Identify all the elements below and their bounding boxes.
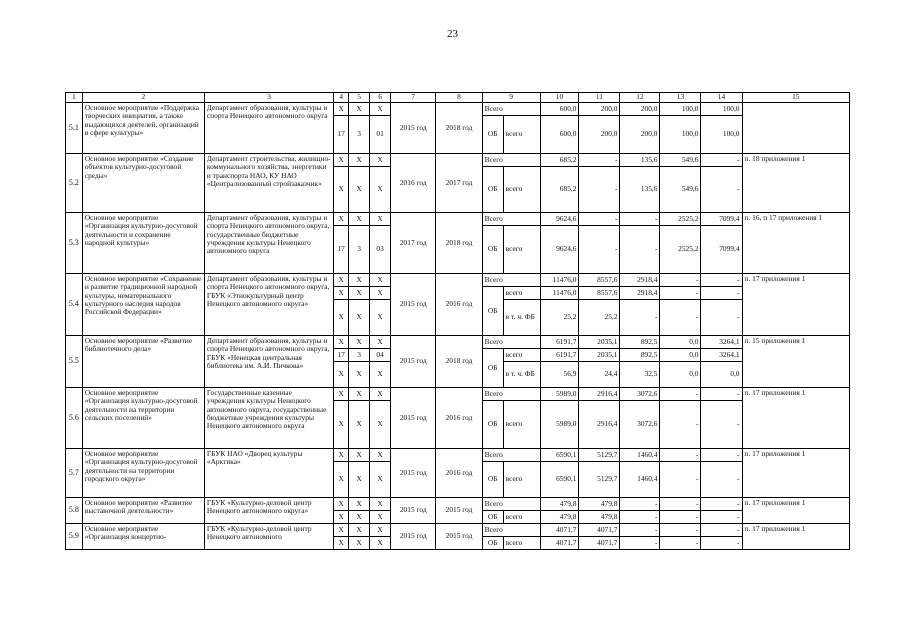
activity-executor: ГБУК НАО «Дворец культуры «Арктика» [204, 449, 333, 498]
code-col6: X [370, 213, 391, 226]
activity-number: 5.5 [66, 336, 83, 388]
amount-v11: - [579, 154, 620, 167]
amount-v12: - [620, 226, 660, 274]
table-row [66, 449, 850, 462]
funding-source: Всего [482, 274, 540, 287]
amount-v12: 2918,4 [620, 274, 660, 287]
end-year: 2018 год [436, 103, 482, 154]
amount-v11: 25,2 [579, 300, 620, 336]
code-col6: X [370, 154, 391, 167]
amount-v14: - [701, 388, 742, 401]
code-col6: X [370, 498, 391, 511]
activity-number: 5.2 [66, 154, 83, 213]
start-year: 2017 год [391, 213, 436, 274]
header-row [66, 93, 850, 103]
table-row [66, 388, 850, 401]
code-col4: X [334, 362, 349, 388]
code-col5: X [349, 154, 370, 167]
amount-v14: - [701, 511, 742, 524]
reference-note: п. 17 приложения 1 [742, 498, 849, 524]
column-header: 1 [66, 93, 83, 103]
amount-v12: 892,5 [620, 336, 660, 349]
start-year: 2015 год [391, 388, 436, 449]
code-col4: X [334, 537, 349, 550]
amount-v13: 549,6 [660, 154, 701, 167]
amount-v14: - [701, 274, 742, 287]
amount-v12: 135,6 [620, 154, 660, 167]
funding-source: ОБ [482, 511, 503, 524]
table-row [66, 274, 850, 287]
activity-number: 5.6 [66, 388, 83, 449]
table-row [66, 103, 850, 116]
code-col6: X [370, 511, 391, 524]
amount-v13: - [660, 537, 701, 550]
code-col5: X [349, 300, 370, 336]
activity-name: Основное мероприятие «Поддержка творческих инициатив, а также выдающихся деятелей, организаций в сфере культуры» [82, 103, 204, 154]
column-header: 11 [579, 93, 620, 103]
amount-v12: 2918,4 [620, 287, 660, 300]
code-col6: X [370, 336, 391, 349]
code-col4: X [334, 401, 349, 449]
amount-v13: - [660, 274, 701, 287]
reference-note: п. 16, п 17 приложения 1 [742, 213, 849, 274]
amount-v12: - [620, 537, 660, 550]
funding-subtype: всего [503, 287, 540, 300]
code-col5: X [349, 462, 370, 498]
code-col6: X [370, 103, 391, 116]
amount-v10: 6191,7 [540, 349, 579, 362]
code-col5: X [349, 213, 370, 226]
amount-v13: 100,0 [660, 103, 701, 116]
start-year: 2015 год [391, 498, 436, 524]
start-year: 2015 год [391, 274, 436, 336]
end-year: 2015 год [436, 498, 482, 524]
amount-v12: - [620, 300, 660, 336]
amount-v11: 2916,4 [579, 388, 620, 401]
code-col5: X [349, 287, 370, 300]
code-col5: X [349, 524, 370, 537]
code-col4: X [334, 274, 349, 287]
program-activities-table [65, 92, 850, 550]
reference-note: п. 17 приложения 1 [742, 388, 849, 449]
activity-name: Основное мероприятие «Организация культурно-досуговой деятельности на территории городского округа» [82, 449, 204, 498]
amount-v13: - [660, 511, 701, 524]
funding-subtype: всего [503, 226, 540, 274]
code-col5: X [349, 274, 370, 287]
amount-v10: 6191,7 [540, 336, 579, 349]
column-header: 9 [482, 93, 540, 103]
end-year: 2016 год [436, 388, 482, 449]
code-col5: X [349, 362, 370, 388]
funding-source: ОБ [482, 226, 503, 274]
code-col5: 3 [349, 226, 370, 274]
amount-v12: - [620, 498, 660, 511]
reference-note: п. 15 приложения 1 [742, 336, 849, 388]
code-col4: X [334, 300, 349, 336]
table-row [66, 336, 850, 349]
start-year: 2015 год [391, 103, 436, 154]
amount-v10: 685,2 [540, 154, 579, 167]
column-header: 2 [82, 93, 204, 103]
code-col6: X [370, 462, 391, 498]
amount-v11: 4071,7 [579, 537, 620, 550]
table-body [66, 93, 850, 550]
column-header: 13 [660, 93, 701, 103]
amount-v11: - [579, 213, 620, 226]
amount-v12: 3072,6 [620, 388, 660, 401]
code-col4: X [334, 449, 349, 462]
amount-v10: 4071,7 [540, 537, 579, 550]
code-col4: 17 [334, 226, 349, 274]
amount-v11: 2916,4 [579, 401, 620, 449]
code-col6: X [370, 287, 391, 300]
activity-executor: Департамент образования, культуры и спорта Ненецкого автономного округа, ГБУК «Этнокультурный центр Ненецкого автономного округа» [204, 274, 333, 336]
reference-note: п. 17 приложения 1 [742, 449, 849, 498]
amount-v12: 892,5 [620, 349, 660, 362]
amount-v12: 1460,4 [620, 449, 660, 462]
amount-v14: 7099,4 [701, 226, 742, 274]
code-col4: X [334, 103, 349, 116]
amount-v13: 0,0 [660, 362, 701, 388]
amount-v10: 11476,0 [540, 287, 579, 300]
amount-v11: 479,8 [579, 498, 620, 511]
amount-v11: 4071,7 [579, 524, 620, 537]
funding-source: ОБ [482, 349, 503, 388]
amount-v10: 600,0 [540, 103, 579, 116]
amount-v13: 0,0 [660, 336, 701, 349]
amount-v13: 0,0 [660, 349, 701, 362]
amount-v11: 5129,7 [579, 462, 620, 498]
funding-source: ОБ [482, 116, 503, 154]
code-col5: X [349, 167, 370, 213]
column-header: 15 [742, 93, 849, 103]
amount-v10: 9624,6 [540, 213, 579, 226]
funding-source: Всего [482, 103, 540, 116]
amount-v13: - [660, 524, 701, 537]
column-header: 5 [349, 93, 370, 103]
amount-v10: 479,8 [540, 498, 579, 511]
code-col6: 03 [370, 226, 391, 274]
column-header: 8 [436, 93, 482, 103]
amount-v13: 549,6 [660, 167, 701, 213]
reference-note: п. 17 приложения 1 [742, 274, 849, 336]
amount-v12: 200,0 [620, 116, 660, 154]
activity-name: Основное мероприятие «Развитие выставочной деятельности» [82, 498, 204, 524]
amount-v11: - [579, 226, 620, 274]
amount-v13: - [660, 449, 701, 462]
funding-source: Всего [482, 449, 540, 462]
end-year: 2016 год [436, 449, 482, 498]
amount-v14: - [701, 167, 742, 213]
amount-v13: 2525,2 [660, 226, 701, 274]
funding-subtype: всего [503, 462, 540, 498]
code-col4: X [334, 524, 349, 537]
code-col5: X [349, 388, 370, 401]
activity-number: 5.1 [66, 103, 83, 154]
activity-name: Основное мероприятие «Создание объектов культурно-досуговой среды» [82, 154, 204, 213]
table-row [66, 213, 850, 226]
funding-source: Всего [482, 388, 540, 401]
code-col6: X [370, 524, 391, 537]
amount-v11: 24,4 [579, 362, 620, 388]
funding-source: Всего [482, 498, 540, 511]
amount-v10: 5989,0 [540, 388, 579, 401]
funding-subtype: всего [503, 537, 540, 550]
code-col6: X [370, 167, 391, 213]
reference-note: п. 17 приложения 1 [742, 524, 849, 550]
page-number: 23 [447, 28, 458, 40]
funding-source: Всего [482, 213, 540, 226]
code-col4: X [334, 498, 349, 511]
code-col5: 3 [349, 349, 370, 362]
start-year: 2015 год [391, 336, 436, 388]
amount-v12: 3072,6 [620, 401, 660, 449]
code-col4: X [334, 511, 349, 524]
activity-number: 5.4 [66, 274, 83, 336]
code-col6: 01 [370, 116, 391, 154]
activity-executor: Департамент образования, культуры и спорта Ненецкого автономного округа [204, 103, 333, 154]
activity-executor: Департамент строительства, жилищно-коммунального хозяйства, энергетики и транспорта НАО, КУ НАО «Централизованный стройзаказчик» [204, 154, 333, 213]
activity-name: Основное мероприятие «Организация концертно- [82, 524, 204, 550]
code-col5: X [349, 401, 370, 449]
amount-v12: - [620, 511, 660, 524]
funding-source: ОБ [482, 401, 503, 449]
activity-executor: Департамент образования, культуры и спорта Ненецкого автономного округа, ГБУК «Ненецкая центральная библиотека им. А.И. Пичкова» [204, 336, 333, 388]
amount-v14: - [701, 462, 742, 498]
amount-v12: 200,0 [620, 103, 660, 116]
activity-executor: Департамент образования, культуры и спорта Ненецкого автономного округа, государственные бюджетные учреждения культуры Ненецкого автономного округа [204, 213, 333, 274]
start-year: 2015 год [391, 524, 436, 550]
activity-number: 5.8 [66, 498, 83, 524]
code-col4: X [334, 213, 349, 226]
code-col4: X [334, 388, 349, 401]
table-row [66, 498, 850, 511]
amount-v10: 6590,1 [540, 462, 579, 498]
amount-v11: 200,0 [579, 103, 620, 116]
amount-v14: - [701, 524, 742, 537]
amount-v13: - [660, 388, 701, 401]
amount-v14: - [701, 300, 742, 336]
reference-note [742, 103, 849, 154]
amount-v14: - [701, 401, 742, 449]
funding-source: ОБ [482, 167, 503, 213]
amount-v14: - [701, 537, 742, 550]
amount-v14: 100,0 [701, 116, 742, 154]
amount-v10: 5989,0 [540, 401, 579, 449]
end-year: 2018 год [436, 213, 482, 274]
amount-v11: 479,8 [579, 511, 620, 524]
funding-subtype: всего [503, 167, 540, 213]
amount-v13: - [660, 401, 701, 449]
activity-executor: Государственные казенные учреждения культуры Ненецкого автономного округа, государственные бюджетные учреждения культуры Ненецкого автономного округа [204, 388, 333, 449]
code-col6: X [370, 537, 391, 550]
amount-v14: - [701, 287, 742, 300]
amount-v10: 479,8 [540, 511, 579, 524]
code-col5: X [349, 498, 370, 511]
amount-v11: 2035,1 [579, 336, 620, 349]
amount-v14: 3264,1 [701, 336, 742, 349]
code-col5: X [349, 103, 370, 116]
activity-name: Основное мероприятие «Организация культурно-досуговой деятельности и сохранение народной культуры» [82, 213, 204, 274]
funding-source: ОБ [482, 537, 503, 550]
funding-source: Всего [482, 524, 540, 537]
funding-subtype: в т. ч. ФБ [503, 362, 540, 388]
funding-source: Всего [482, 154, 540, 167]
code-col5: X [349, 511, 370, 524]
end-year: 2018 год [436, 336, 482, 388]
column-header: 7 [391, 93, 436, 103]
column-header: 3 [204, 93, 333, 103]
code-col5: 3 [349, 116, 370, 154]
amount-v11: - [579, 167, 620, 213]
activity-name: Основное мероприятие «Сохранение и развитие традиционной народной культуры, нематериального культурного наследия народов Российской Федерации» [82, 274, 204, 336]
amount-v13: - [660, 498, 701, 511]
code-col4: X [334, 287, 349, 300]
amount-v11: 5129,7 [579, 449, 620, 462]
code-col4: X [334, 336, 349, 349]
activity-name: Основное мероприятие «Организация культурно-досуговой деятельности на территории сельских поселений» [82, 388, 204, 449]
code-col4: 17 [334, 116, 349, 154]
code-col5: X [349, 537, 370, 550]
funding-source: Всего [482, 336, 540, 349]
amount-v11: 8557,6 [579, 287, 620, 300]
code-col4: 17 [334, 349, 349, 362]
code-col6: X [370, 300, 391, 336]
code-col4: X [334, 167, 349, 213]
code-col6: X [370, 388, 391, 401]
amount-v13: 100,0 [660, 116, 701, 154]
column-header: 6 [370, 93, 391, 103]
column-header: 10 [540, 93, 579, 103]
amount-v12: 32,5 [620, 362, 660, 388]
funding-subtype: всего [503, 401, 540, 449]
table-row [66, 154, 850, 167]
amount-v13: - [660, 300, 701, 336]
amount-v10: 6590,1 [540, 449, 579, 462]
amount-v14: 0,0 [701, 362, 742, 388]
funding-subtype: в т. ч. ФБ [503, 300, 540, 336]
amount-v14: - [701, 154, 742, 167]
code-col4: X [334, 154, 349, 167]
amount-v13: 2525,2 [660, 213, 701, 226]
amount-v10: 600,0 [540, 116, 579, 154]
code-col5: X [349, 336, 370, 349]
amount-v10: 11476,0 [540, 274, 579, 287]
amount-v13: - [660, 462, 701, 498]
amount-v12: - [620, 213, 660, 226]
activity-number: 5.7 [66, 449, 83, 498]
table-row [66, 524, 850, 537]
amount-v10: 25,2 [540, 300, 579, 336]
end-year: 2015 год [436, 524, 482, 550]
amount-v12: - [620, 524, 660, 537]
code-col4: X [334, 462, 349, 498]
amount-v14: 100,0 [701, 103, 742, 116]
activity-number: 5.9 [66, 524, 83, 550]
activity-name: Основное мероприятие «Развитие библиотечного дела» [82, 336, 204, 388]
code-col6: X [370, 449, 391, 462]
funding-subtype: всего [503, 511, 540, 524]
code-col6: X [370, 401, 391, 449]
amount-v10: 56,9 [540, 362, 579, 388]
funding-subtype: всего [503, 349, 540, 362]
amount-v14: - [701, 449, 742, 462]
end-year: 2017 год [436, 154, 482, 213]
activity-executor: ГБУК «Культурно-деловой центр Ненецкого автономного округа» [204, 498, 333, 524]
code-col5: X [349, 449, 370, 462]
amount-v10: 685,2 [540, 167, 579, 213]
column-header: 4 [334, 93, 349, 103]
code-col6: X [370, 362, 391, 388]
amount-v11: 2035,1 [579, 349, 620, 362]
reference-note: п. 18 приложения 1 [742, 154, 849, 213]
column-header: 14 [701, 93, 742, 103]
funding-subtype: всего [503, 116, 540, 154]
column-header: 12 [620, 93, 660, 103]
funding-source: ОБ [482, 462, 503, 498]
amount-v14: 7099,4 [701, 213, 742, 226]
amount-v10: 9624,6 [540, 226, 579, 274]
funding-source: ОБ [482, 287, 503, 336]
amount-v12: 135,6 [620, 167, 660, 213]
amount-v11: 200,0 [579, 116, 620, 154]
code-col6: X [370, 274, 391, 287]
amount-v14: 3264,1 [701, 349, 742, 362]
activity-number: 5.3 [66, 213, 83, 274]
amount-v11: 8557,6 [579, 274, 620, 287]
code-col6: 04 [370, 349, 391, 362]
amount-v14: - [701, 498, 742, 511]
end-year: 2016 год [436, 274, 482, 336]
amount-v13: - [660, 287, 701, 300]
amount-v12: 1460,4 [620, 462, 660, 498]
activity-executor: ГБУК «Культурно-деловой центр Ненецкого автономного [204, 524, 333, 550]
start-year: 2016 год [391, 154, 436, 213]
start-year: 2015 год [391, 449, 436, 498]
amount-v10: 4071,7 [540, 524, 579, 537]
